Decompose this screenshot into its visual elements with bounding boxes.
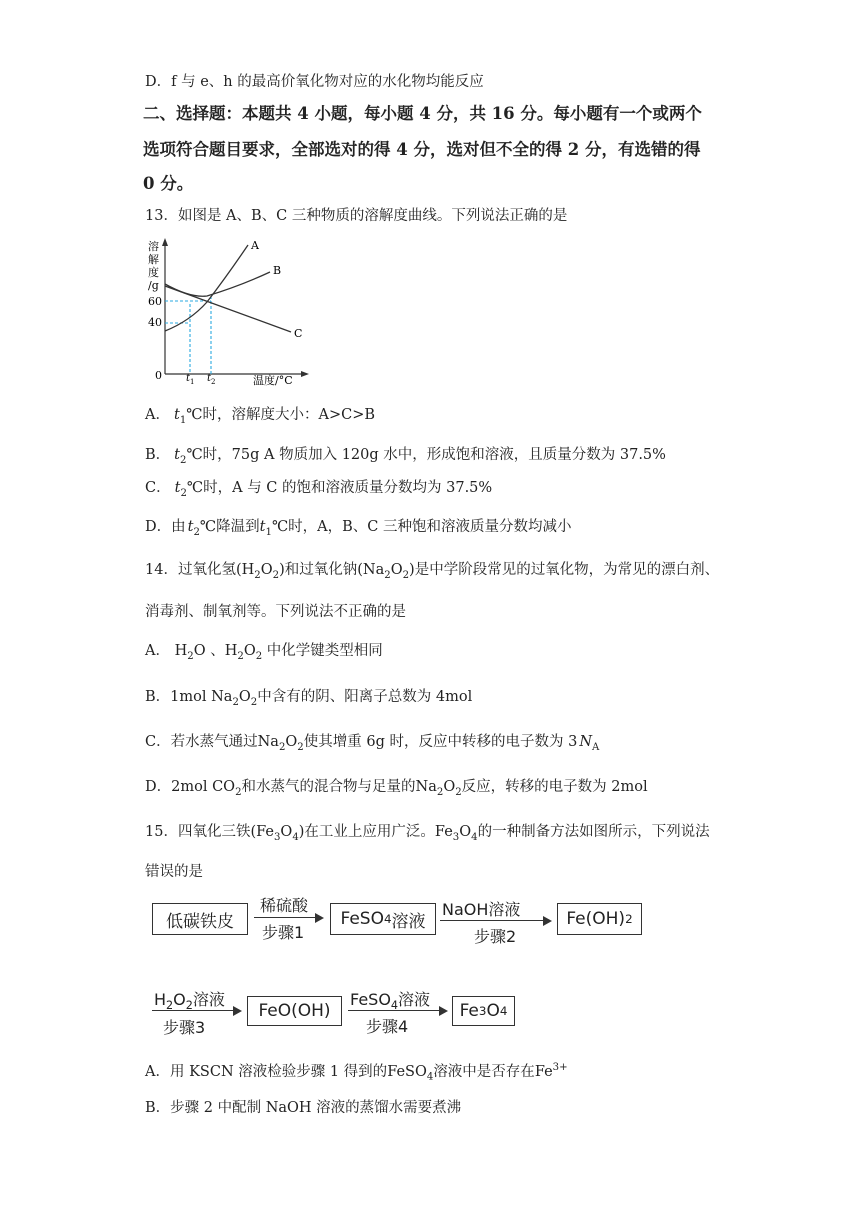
q13-option-d: D．由 $t_2℃$降温到$t_1℃$时，A，B、C 三种饱和溶液质量分数均减小 <box>145 519 572 538</box>
ylabel-char-2: 解 <box>148 253 159 266</box>
flow-box-feo-oh: FeO(OH) <box>247 996 342 1026</box>
arrow2-label-top: NaOH溶液 <box>442 900 521 919</box>
flow-arrow-1 <box>254 917 322 918</box>
xlabel: 温度/°C <box>253 374 293 387</box>
flow-box-feso4: FeSO 4 溶液 <box>330 903 436 935</box>
section-heading-line1: 二、选择题：本题共 4 小题，每小题 4 分，共 16 分。每小题有一个或两个 <box>143 104 702 123</box>
q15-option-b: B．步骤 2 中配制 NaOH 溶液的蒸馏水需要煮沸 <box>145 1100 462 1116</box>
q15-stem-line2: 错误的是 <box>145 864 203 880</box>
q13-stem: 13．如图是 A、B、C 三种物质的溶解度曲线。下列说法正确的是 <box>145 208 568 224</box>
arrow3-label-bottom: 步骤3 <box>163 1018 206 1037</box>
xtick-t1: t <box>186 373 191 384</box>
origin-label: 0 <box>155 369 162 382</box>
ytick-40: 40 <box>148 316 162 329</box>
arrow1-label-top: 稀硫酸 <box>260 896 309 915</box>
ylabel-char-1: 溶 <box>148 240 159 253</box>
q14-option-c: C．若水蒸气通过$Na_2O_2$使其增重 6g 时，反应中转移的电子数为 3 $N_A$ <box>145 734 600 753</box>
q15-option-a: A．用 KSCN 溶液检验步骤 1 得到的FeSO$_4$溶液中是否存在$Fe^{3+}$ <box>145 1062 568 1083</box>
arrow4-label-top: FeSO$_4$溶液 <box>350 990 431 1013</box>
q13-option-b: B． $t_2℃$时，75g A 物质加入 120g 水中，形成饱和溶液，且质量分数为 37.5% <box>145 447 666 466</box>
curve-label-a: A <box>251 239 259 252</box>
q14-option-b: B．1mol $Na_2O_2$中含有的阴、阳离子总数为 4mol <box>145 689 473 708</box>
section-heading-line3: 0 分。 <box>143 174 194 193</box>
xtick-t2-sub: 2 <box>211 378 216 386</box>
xtick-t1-sub: 1 <box>190 378 195 386</box>
q14-stem-line2: 消毒剂、制氧剂等。下列说法不正确的是 <box>145 604 406 620</box>
q14-stem-line1: 14．过氧化氢$(H_2O_2)$和过氧化钠$(Na_2O_2)$是中学阶段常见的过氧化物，为常见的漂白剂、 <box>145 562 720 581</box>
flow-arrow-4 <box>348 1010 446 1011</box>
ylabel-char-3: 度 <box>148 266 159 279</box>
q13-option-a: A． $t_1℃$时，溶解度大小：A>C>B <box>145 407 376 426</box>
flow-arrow-2 <box>440 920 550 921</box>
arrow3-label-top: $H_2O_2$溶液 <box>154 990 225 1013</box>
curve-label-b: B <box>273 264 282 277</box>
xtick-t2: t <box>207 373 212 384</box>
arrow4-label-bottom: 步骤4 <box>366 1017 409 1036</box>
flow-box-low-carbon-iron: 低碳铁皮 <box>152 903 248 935</box>
ylabel-char-4: /g <box>148 279 159 292</box>
arrow2-label-bottom: 步骤2 <box>474 927 517 946</box>
ytick-60: 60 <box>148 295 162 308</box>
curve-c <box>165 286 291 332</box>
section-heading-line2: 选项符合题目要求，全部选对的得 4 分，选对但不全的得 2 分，有选错的得 <box>143 140 701 159</box>
q13-option-c: C． $t_2℃$时，A 与 C 的饱和溶液质量分数均为 37.5% <box>145 480 493 499</box>
solubility-chart <box>145 236 315 396</box>
arrow1-label-bottom: 步骤1 <box>262 923 305 942</box>
q12-option-d: D．f 与 e、h 的最高价氧化物对应的水化物均能反应 <box>145 74 484 90</box>
curve-b <box>165 272 270 296</box>
curve-a <box>165 245 248 331</box>
q14-option-d: D．2mol $CO_2$和水蒸气的混合物与足量的$Na_2O_2$反应，转移的电子数为 2mol <box>145 779 648 798</box>
flow-box-fe3o4: Fe 3 O 4 <box>452 996 515 1026</box>
curve-label-c: C <box>294 327 303 340</box>
q15-stem-line1: 15．四氧化三铁$(Fe_3O_4)$在工业上应用广泛。$Fe_3O_4$的一种制备方法如图所示，下列说法 <box>145 824 710 843</box>
q14-option-a: A． $H_2O$ 、$H_2O_2$ 中化学键类型相同 <box>145 643 383 662</box>
flow-arrow-3 <box>152 1010 240 1011</box>
flow-box-fe-oh-2: Fe(OH) 2 <box>557 903 642 935</box>
